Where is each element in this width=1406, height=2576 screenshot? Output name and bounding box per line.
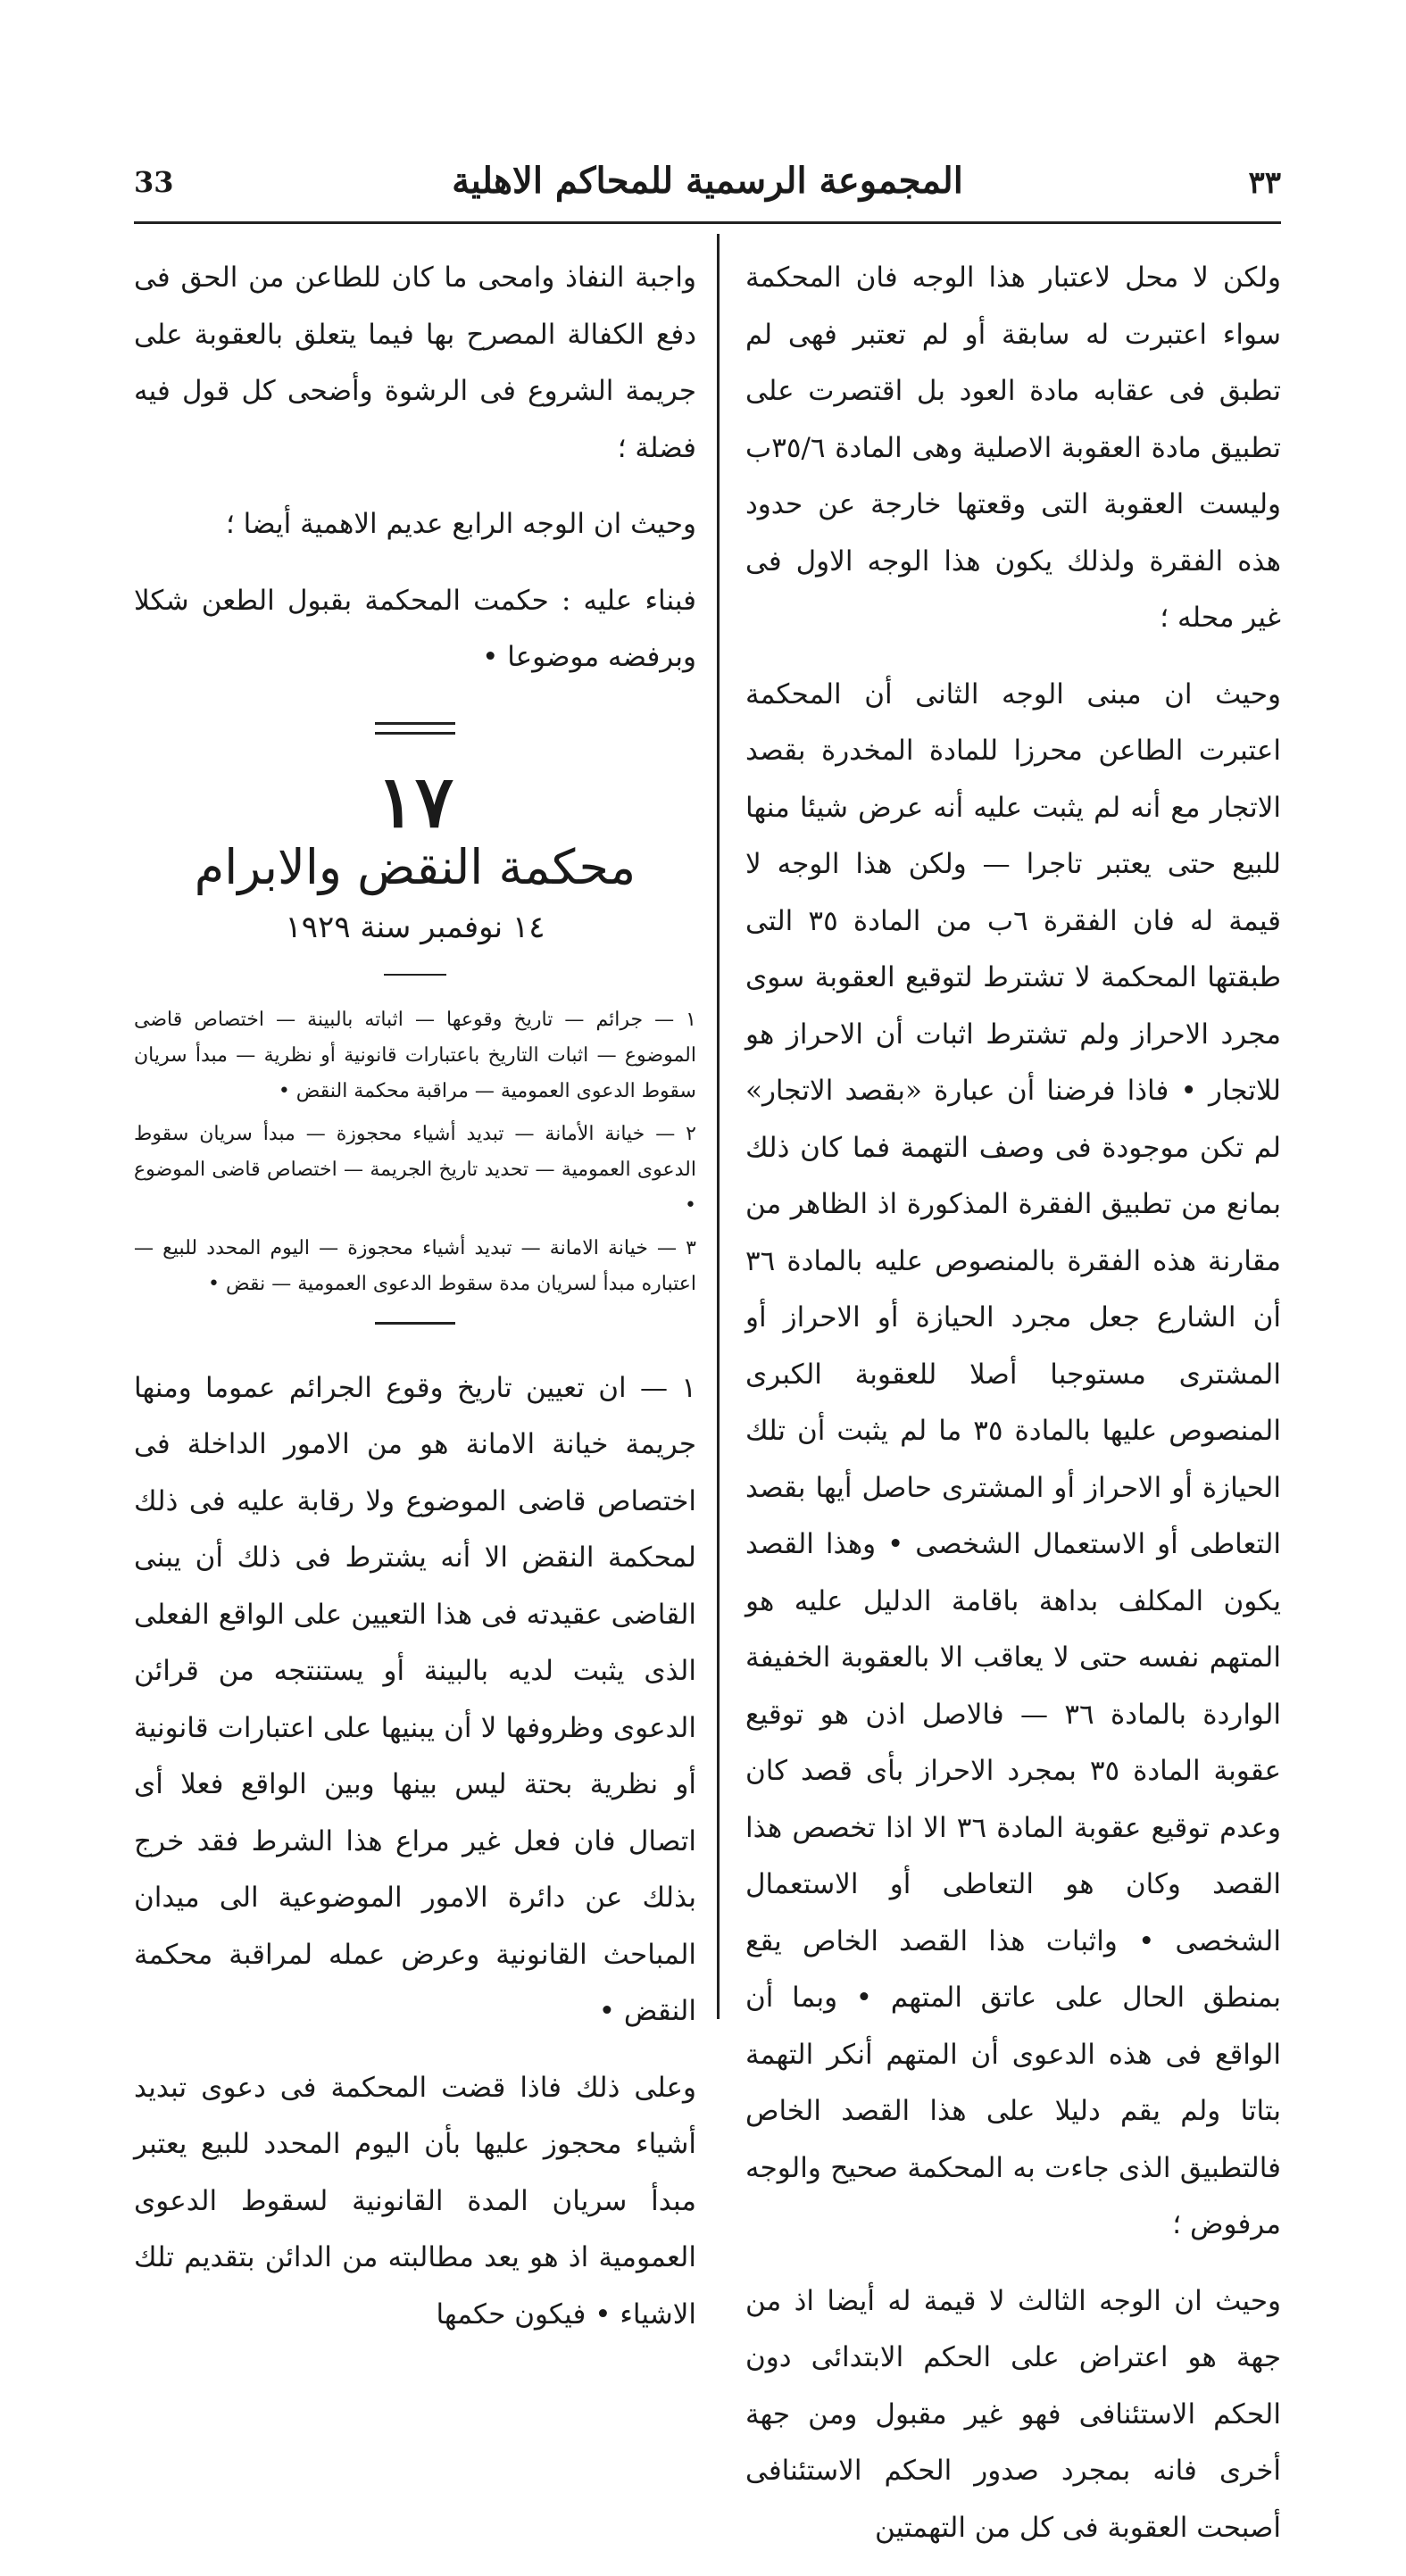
right-column	[745, 250, 1281, 2576]
case-number: ١٧	[377, 759, 453, 843]
judgment-date: ١٤ نوفمبر سنة ١٩٢٩	[285, 909, 545, 945]
page-number-latin: 33	[134, 165, 174, 199]
paragraph: وعلى ذلك فاذا قضت المحكمة فى دعوى تبديد أشياء محجوز عليها بأن اليوم المحدد للبيع يعتبر مبدأ سريان المدة القانونية لسقوط الدعوى العمومية اذ هو يعد مطالبته من الدائن بتقديم تلك الاشياء • فيكون حكمها	[134, 2071, 696, 2331]
header-rule	[134, 221, 1281, 224]
summary-item: ١ — جرائم — تاريخ وقوعها — اثباته بالبينة — اختصاص قاضى الموضوع — اثبات التاريخ باعتبارات قانونية أو نظرية — مبدأ سريان سقوط الدعوى العمومية — مراقبة محكمة النقض •	[134, 1008, 696, 1102]
paragraph: فبناء عليه : حكمت المحكمة بقبول الطعن شكلا وبرفضه موضوعا •	[134, 584, 696, 673]
paragraph: واجبة النفاذ وامحى ما كان للطاعن من الحق فى دفع الكفالة المصرح بها فيما يتعلق بالعقوبة على جريمة الشروع فى الرشوة وأضحى كل قول فيه فضلة ؛	[134, 262, 696, 464]
paragraph: وحيث ان الوجه الثالث لا قيمة له أيضا اذ من جهة هو اعتراض على الحكم الابتدائى دون الحكم الاستئنافى فهو غير مقبول ومن جهة أخرى فانه بمجرد صدور الحكم الاستئنافى أصبحت العقوبة فى كل من التهمتين	[745, 2284, 1281, 2544]
paragraph: ١ — ان تعيين تاريخ وقوع الجرائم عموما ومنها جريمة خيانة الامانة هو من الامور الداخلة فى اختصاص قاضى الموضوع ولا رقابة عليه فى ذلك لمحكمة النقض الا أنه يشترط فى ذلك أن يبنى القاضى عقيدته فى هذا التعيين على الواقع الفعلى الذى يثبت لديه بالبينة أو يستنتجه من قرائن الدعوى وظروفها لا أن يبنيها على اعتبارات قانونية أو نظرية بحتة ليس بينها وبين الواقع فعلا أى اتصال فان فعل غير مراع هذا الشرط فقد خرج بذلك عن دائرة الامور الموضوعية الى ميدان المباحث القانونية وعرض عمله لمراقبة محكمة النقض •	[134, 1371, 696, 2027]
paragraph: ولكن لا محل لاعتبار هذا الوجه فان المحكمة سواء اعتبرت له سابقة أو لم تعتبر فهى لم تطبق فى عقابه مادة العود بل اقتصرت على تطبيق مادة العقوبة الاصلية وهى المادة ٣٥/٦ب وليست العقوبة التى وقعتها خارجة عن حدود هذه الفقرة ولذلك يكون هذا الوجه الاول فى غير محله ؛	[745, 262, 1281, 634]
column-divider	[717, 234, 720, 2019]
paragraph: وحيث ان مبنى الوجه الثانى أن المحكمة اعتبرت الطاعن محرزا للمادة المخدرة بقصد الاتجار مع أنه لم يثبت عليه أنه عرض شيئا منها للبيع حتى يعتبر تاجرا — ولكن هذا الوجه لا قيمة له فان الفقرة ٦ب من المادة ٣٥ التى طبقتها المحكمة لا تشترط لتوقيع العقوبة سوى مجرد الاحراز ولم تشترط اثبات أن الاحراز هو للاتجار • فاذا فرضنا أن عبارة «بقصد الاتجار» لم تكن موجودة فى وصف التهمة فما كان ذلك بمانع من تطبيق الفقرة المذكورة اذ الظاهر من مقارنة هذه الفقرة بالمنصوص عليه بالمادة ٣٦ أن الشارع جعل مجرد الحيازة أو الاحراز أو المشترى مستوجبا أصلا للعقوبة الكبرى المنصوص عليها بالمادة ٣٥ ما لم يثبت أن تلك الحيازة أو الاحراز أو المشترى حاصل أيها بقصد التعاطى أو الاستعمال الشخصى • وهذا القصد يكون المكلف بداهة باقامة الدليل عليه هو المتهم نفسه حتى لا يعاقب الا بالعقوبة الخفيفة الواردة بالمادة ٣٦ — فالاصل اذن هو توقيع عقوبة المادة ٣٥ بمجرد الاحراز بأى قصد كان وعدم توقيع عقوبة المادة ٣٦ الا اذا تخصص هذا القصد وكان هو التعاطى أو الاستعمال الشخصى • واثبات هذا القصد الخاص يقع بمنطق الحال على عاتق المتهم • وبما أن الواقع فى هذه الدعوى أن المتهم أنكر التهمة بتاتا ولم يقم دليلا على هذا القصد الخاص فالتطبيق الذى جاءت به المحكمة صحيح والوجه مرفوض ؛	[745, 677, 1282, 2240]
summary-item: ٣ — خيانة الامانة — تبديد أشياء محجوزة — اليوم المحدد للبيع — اعتباره مبدأ لسريان مدة سقوط الدعوى العمومية — نقض •	[134, 1236, 696, 1295]
page-header	[134, 160, 1281, 219]
running-title: المجموعة الرسمية للمحاكم الاهلية	[452, 160, 963, 202]
page-number-arabic: ٣٣	[1248, 165, 1281, 201]
summary-item: ٢ — خيانة الأمانة — تبديد أشياء محجوزة — مبدأ سريان سقوط الدعوى العمومية — تحديد تاريخ الجريمة — اختصاص قاضى الموضوع •	[134, 1122, 696, 1217]
court-name: محكمة النقض والابرام	[194, 838, 636, 895]
section-separator	[375, 722, 455, 735]
case-summary	[134, 1002, 696, 1302]
paragraph: وحيث ان الوجه الرابع عديم الاهمية أيضا ؛	[225, 508, 696, 540]
separator	[384, 974, 446, 976]
left-column	[134, 250, 696, 2363]
separator	[375, 1322, 455, 1325]
